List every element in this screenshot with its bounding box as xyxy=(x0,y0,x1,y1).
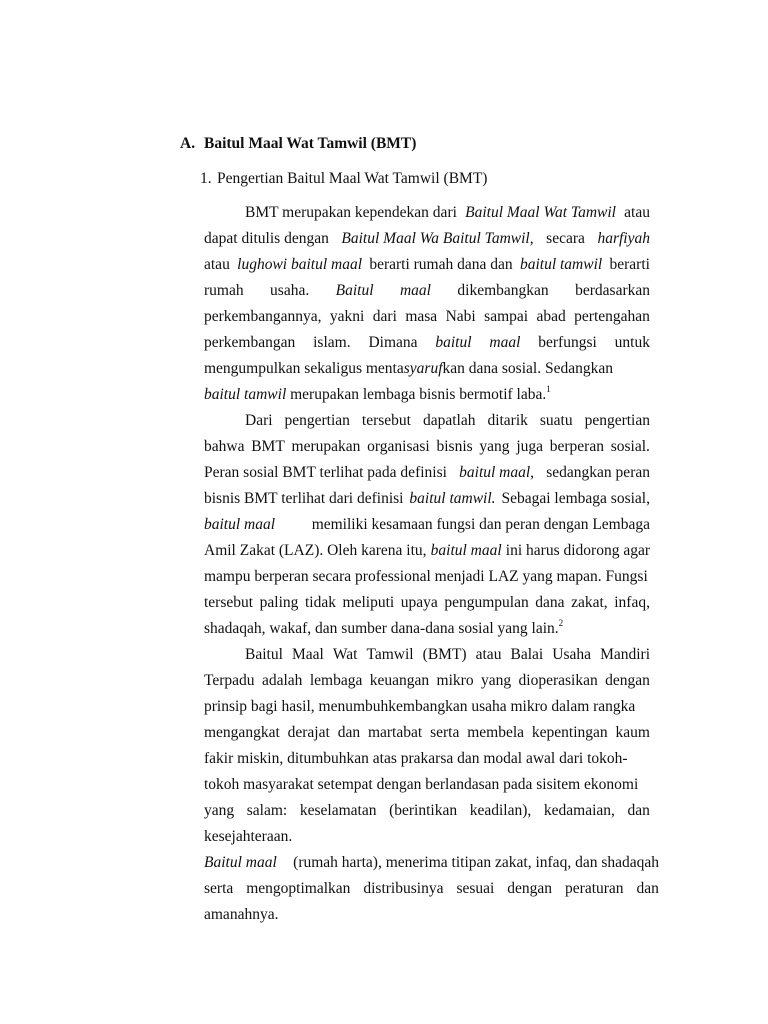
word: Mandiri xyxy=(600,646,650,663)
word: perkembangan xyxy=(204,334,296,351)
word: pengertian xyxy=(584,412,650,429)
word: mengoptimalkan xyxy=(246,880,351,897)
word: dari xyxy=(372,308,397,325)
paragraph-line xyxy=(245,410,650,432)
word: lembaga xyxy=(309,672,363,689)
paragraph-line xyxy=(204,878,659,900)
word: Wat xyxy=(332,646,358,663)
word: keselamatan xyxy=(299,802,377,819)
word: sosial. xyxy=(610,438,650,455)
paragraph-line xyxy=(204,384,650,406)
word: keuangan xyxy=(369,672,430,689)
word: berperan xyxy=(549,438,604,455)
paragraph-line xyxy=(204,592,650,614)
italic-word: Baitul xyxy=(335,282,374,299)
text-span: Amil Zakat (LAZ). Oleh karena itu, xyxy=(204,542,431,559)
word: infaq, xyxy=(614,594,650,611)
text-span: BMT merupakan kependekan dari xyxy=(245,204,461,221)
word: kedamaian, xyxy=(543,802,615,819)
word: serta xyxy=(430,724,460,741)
word: salam: xyxy=(246,802,288,819)
paragraph-line xyxy=(245,644,650,666)
word: (BMT) xyxy=(422,646,467,663)
italic-term: baitul tamwil. xyxy=(409,490,496,507)
italic-term: syaruf xyxy=(403,360,443,377)
text-span: amanahnya. xyxy=(204,906,279,923)
paragraph-line xyxy=(204,306,650,328)
paragraph-line xyxy=(204,618,650,640)
paragraph-line xyxy=(204,254,650,276)
word: dana xyxy=(535,594,565,611)
text-span: tokoh masyarakat setempat dengan berlandasan pada sisitem ekonomi xyxy=(204,776,639,793)
italic-term: Baitul maal xyxy=(204,854,277,871)
paragraph-line xyxy=(204,748,650,770)
text-span: mampu berperan secara professional menjadi LAZ yang mapan. Fungsi xyxy=(204,568,648,585)
text-span: secara xyxy=(542,230,589,247)
paragraph-line xyxy=(204,566,650,588)
text-span: prinsip bagi hasil, menumbuhkembangkan usaha mikro dalam rangka xyxy=(204,698,636,715)
word: peraturan xyxy=(565,880,624,897)
word: adalah xyxy=(261,672,303,689)
word: mengangkat xyxy=(204,724,280,741)
text-span: fakir miskin, ditumbuhkan atas prakarsa dan modal awal dari tokoh- xyxy=(204,750,628,767)
word: merupakan xyxy=(291,438,361,455)
word: yang xyxy=(204,802,235,819)
text-span: sedangkan peran xyxy=(542,464,650,481)
word: sesuai xyxy=(456,880,495,897)
text-span: memiliki kesamaan fungsi dan peran dengan Lembaga xyxy=(307,516,650,533)
paragraph-line xyxy=(204,904,650,926)
word: upaya xyxy=(400,594,438,611)
paragraph-line xyxy=(204,332,650,354)
word: Nabi xyxy=(445,308,476,325)
text-span: ini harus didorong agar xyxy=(501,542,650,559)
subsection-title: Pengertian Baitul Maal Wat Tamwil (BMT) xyxy=(217,170,488,187)
word: perkembangannya, xyxy=(204,308,322,325)
text-span: berarti xyxy=(605,256,650,273)
word: yang xyxy=(480,672,512,689)
word: Usaha xyxy=(552,646,592,663)
italic-term: baitul maal xyxy=(204,516,276,533)
word: paling xyxy=(259,594,299,611)
italic-term: baitul maal, xyxy=(459,464,535,481)
word: Maal xyxy=(291,646,324,663)
footnote-ref: 2 xyxy=(558,618,564,628)
word: bahwa xyxy=(204,438,245,455)
paragraph-line xyxy=(204,228,650,250)
text-span: merupakan lembaga bisnis bermotif laba. xyxy=(286,386,547,403)
paragraph-line xyxy=(245,202,650,224)
word: untuk xyxy=(614,334,650,351)
text-span: kesejahteraan. xyxy=(204,828,293,845)
text-span: bisnis BMT terlihat dari definisi xyxy=(204,490,408,507)
italic-term: baitul tamwil xyxy=(519,256,603,273)
paragraph-line xyxy=(204,358,650,380)
paragraph-line xyxy=(204,826,650,848)
word: derajat xyxy=(287,724,330,741)
word: bisnis xyxy=(436,438,473,455)
paragraph-line xyxy=(204,800,650,822)
word: abad xyxy=(536,308,566,325)
word: pengumpulan xyxy=(444,594,529,611)
word: tidak xyxy=(304,594,336,611)
word: zakat, xyxy=(571,594,608,611)
text-span: berarti rumah dana dan xyxy=(365,256,517,273)
word: (berintikan xyxy=(389,802,458,819)
word: meliputi xyxy=(342,594,395,611)
paragraph-line xyxy=(204,280,650,302)
word: yakni xyxy=(329,308,365,325)
word: pertengahan xyxy=(574,308,650,325)
word: dan xyxy=(636,880,659,897)
word: dan xyxy=(337,724,361,741)
word: dioperasikan xyxy=(518,672,598,689)
paragraph-line xyxy=(204,436,650,458)
text-span: Peran sosial BMT terlihat pada definisi xyxy=(204,464,451,481)
word: membela xyxy=(467,724,525,741)
word: Dimana xyxy=(368,334,418,351)
subsection-heading xyxy=(200,170,487,188)
text-span: Sebagai lembaga sosial, xyxy=(497,490,650,507)
word: suatu xyxy=(539,412,573,429)
italic-term: lughowi baitul maal xyxy=(237,256,363,273)
section-title: Baitul Maal Wat Tamwil (BMT) xyxy=(204,135,417,152)
word: Balai xyxy=(510,646,544,663)
word: sampai xyxy=(484,308,529,325)
word: Tamwil xyxy=(366,646,414,663)
word: berdasarkan xyxy=(575,282,650,299)
paragraph-line xyxy=(204,852,659,874)
word: kepentingan xyxy=(531,724,608,741)
text-span: (rumah harta), menerima titipan zakat, infaq, dan shadaqah xyxy=(289,854,659,871)
text-span: atau xyxy=(204,256,234,273)
word: juga xyxy=(516,438,543,455)
word: Terpadu xyxy=(204,672,255,689)
paragraph-line xyxy=(204,722,650,744)
word: pengertian xyxy=(284,412,350,429)
italic-term: Baitul Maal Wat Tamwil xyxy=(465,204,616,221)
word: keadilan), xyxy=(469,802,532,819)
word: kaum xyxy=(615,724,650,741)
section-heading xyxy=(180,135,416,153)
text-span: dapat ditulis dengan xyxy=(204,230,333,247)
text-span: kan dana sosial. Sedangkan xyxy=(442,360,613,377)
paragraph-line xyxy=(204,696,650,718)
word: dengan xyxy=(507,880,553,897)
word: rumah xyxy=(204,282,244,299)
italic-word: baitul xyxy=(435,334,472,351)
text-span: atau xyxy=(620,204,650,221)
word: yang xyxy=(479,438,510,455)
italic-term: Baitul Maal Wa Baitul Tamwil, xyxy=(341,230,534,247)
word: serta xyxy=(204,880,234,897)
paragraph-line xyxy=(204,462,650,484)
word: atau xyxy=(475,646,502,663)
word: usaha. xyxy=(270,282,310,299)
word: mikro xyxy=(436,672,474,689)
word: Baitul xyxy=(245,646,283,663)
word: tersebut xyxy=(204,594,254,611)
subsection-number: 1. xyxy=(200,170,212,187)
text-span: shadaqah, wakaf, dan sumber dana-dana sosial yang lain. xyxy=(204,620,559,637)
word: distribusinya xyxy=(363,880,444,897)
word: berfungsi xyxy=(538,334,597,351)
italic-term: baitul tamwil xyxy=(204,386,287,403)
word: dengan xyxy=(605,672,650,689)
section-number: A. xyxy=(180,135,196,152)
italic-word: maal xyxy=(489,334,521,351)
paragraph-line xyxy=(204,514,650,536)
footnote-ref: 1 xyxy=(546,384,551,394)
text-span: mengumpulkan sekaligus menta xyxy=(204,360,404,377)
word: dikembangkan xyxy=(457,282,549,299)
word: martabat xyxy=(367,724,423,741)
paragraph-line xyxy=(204,670,650,692)
italic-term: baitul maal xyxy=(430,542,502,559)
word: BMT xyxy=(251,438,285,455)
word: dan xyxy=(627,802,650,819)
italic-term: harfiyah xyxy=(597,230,650,247)
word: organisasi xyxy=(367,438,430,455)
paragraph-line xyxy=(204,488,650,510)
word: ditarik xyxy=(487,412,528,429)
word: tersebut xyxy=(361,412,411,429)
paragraph-line xyxy=(204,774,650,796)
word: islam. xyxy=(313,334,351,351)
paragraph-line xyxy=(204,540,650,562)
word: dapatlah xyxy=(422,412,476,429)
word: masa xyxy=(405,308,438,325)
italic-word: maal xyxy=(399,282,431,299)
word: Dari xyxy=(245,412,273,429)
